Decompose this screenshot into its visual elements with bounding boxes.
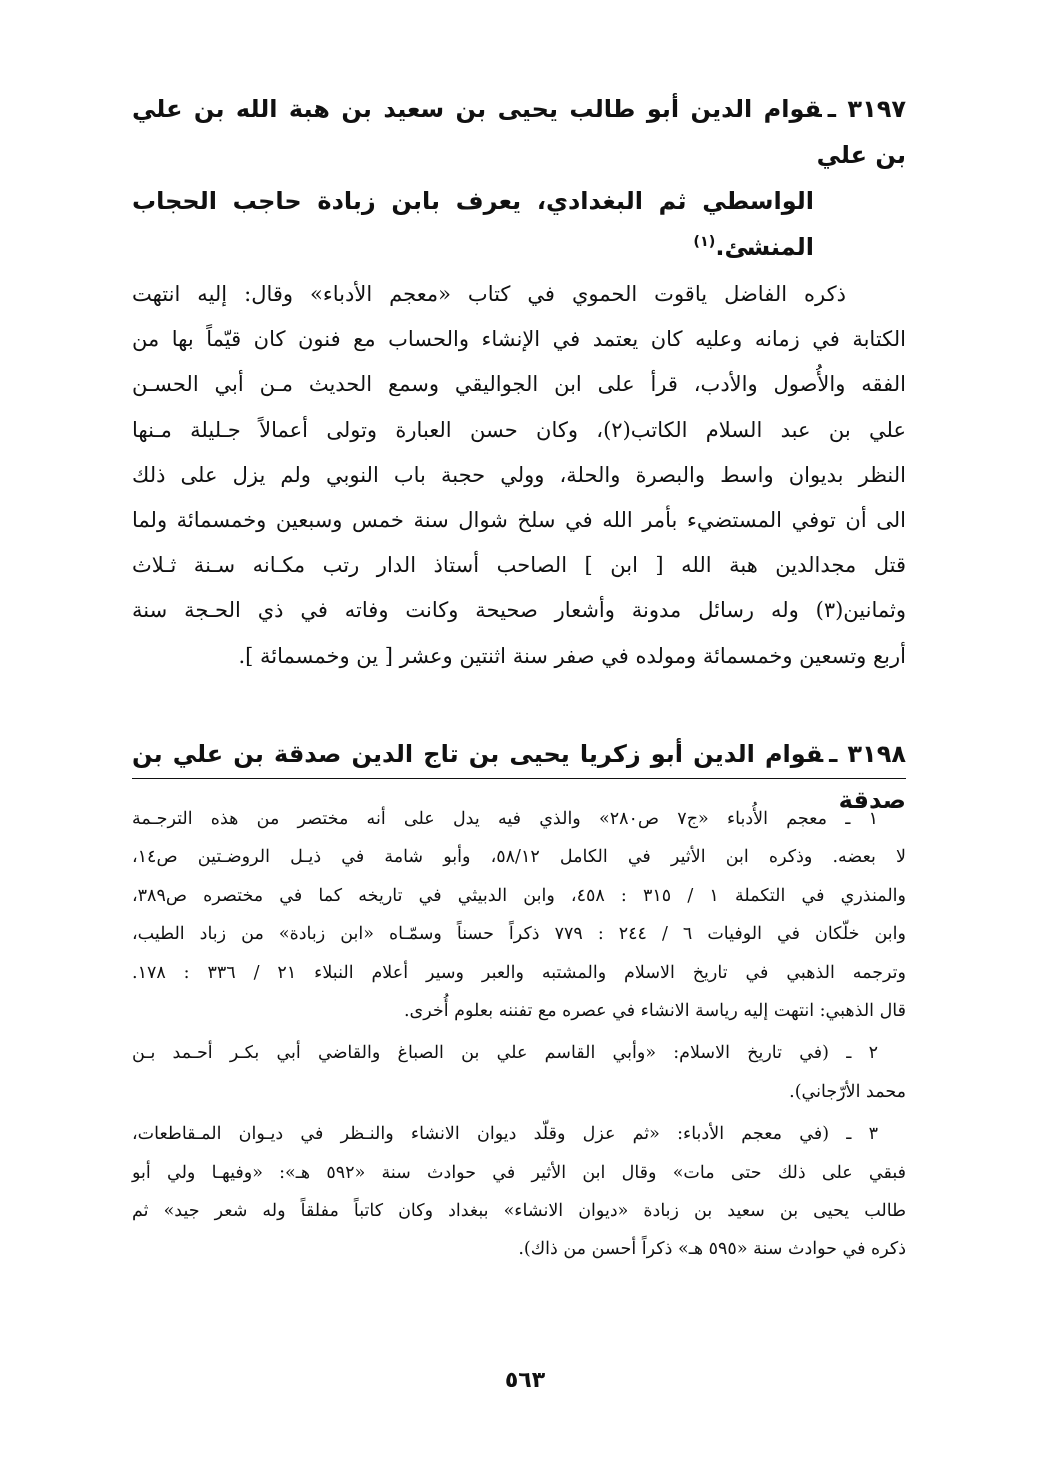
- footnote-ref: (١): [693, 234, 716, 250]
- footnote-line: ١ ـ معجم الأُدباء «ج٧ ص٢٨٠» والذي فيه يدل على أنه مختصر من هذه الترجـمة: [132, 809, 878, 829]
- entry-heading-line1: قوام الدين أبو طالب يحيى بن سعيد بن هبة الله بن علي بن علي: [132, 95, 906, 169]
- footnote-separator: [132, 778, 906, 779]
- body-line: الكتابة في زمانه وعليه كان يعتمد في الإنشاء والحساب مع فنون كان قيّماً بها من: [132, 327, 906, 352]
- body-line: أربع وتسعين وخمسمائة ومولده في صفر سنة اثنتين وعشر [ ين وخمسمائة ].: [238, 643, 906, 668]
- footnote-line: ٣ ـ (في معجم الأدباء: «ثم عزل وقلّد ديوان الانشاء والنـظر في ديـوان المـقاطعات،: [132, 1124, 878, 1145]
- body-line: الى أن توفي المستضيء بأمر الله في سلخ شوال سنة خمس وسبعين وخمسمائة ولما: [132, 508, 906, 533]
- main-text: [132, 86, 906, 823]
- footnote-line: ٢ ـ (في تاريخ الاسلام: «وأبي القاسم علي بن الصباغ والقاضي أبي بكـر أحـمد بـن: [132, 1043, 878, 1064]
- entry-number: ٣١٩٨ ـ: [829, 739, 906, 768]
- body-line: علي بن عبد السلام الكاتب(٢)، وكان حسن العبارة وتولى أعمالاً جـليلة مـنها: [132, 417, 906, 442]
- entry-heading-line1: قوام الدين أبو زكريا يحيى بن تاج الدين صدقة بن علي بن صدقة: [132, 739, 906, 814]
- body-line: ذكره الفاضل ياقوت الحموي في كتاب «معجم الأدباء» وقال: إليه انتهت: [132, 282, 846, 306]
- body-line: قتل مجدالدين هبة الله [ ابن ] الصاحب أستاذ الدار رتب مكـانه سـنة ثـلاث: [132, 553, 906, 578]
- footnote-line: طالب يحيى بن سعيد بن زبادة «ديوان الانشاء» ببغداد وكان كاتباً مفلقاً وله شعر جيد» ثم: [132, 1201, 906, 1222]
- body-line: الفقه والأُصول والأدب، قرأ على ابن الجواليقي وسمع الحديث مـن أبي الحسـن: [132, 372, 906, 397]
- body-line: النظر بديوان واسط والبصرة والحلة، وولي حجبة باب النوبي ولم يزل على ذلك: [132, 462, 906, 487]
- footnote-line: محمد الأرّجاني).: [789, 1081, 906, 1102]
- footnote-line: والمنذري في التكملة ١ / ٣١٥ : ٤٥٨، وابن الدبيثي في تاريخه كما في مختصره ص٣٨٩،: [132, 885, 906, 906]
- footnote-1: [132, 800, 906, 1030]
- footnote-line: لا بعضه. وذكره ابن الأثير في الكامل ٥٨/١٢، وأبو شامة في ذيـل الروضـتين ص١٤،: [132, 847, 906, 868]
- entry-body-3197: [132, 272, 906, 679]
- footnote-2: [132, 1034, 906, 1111]
- body-line: وثمانين(٣) وله رسائل مدونة وأشعار صحيحة وكانت وفاته في ذي الحـجة سنة: [132, 598, 906, 623]
- page-number: ٥٦٣: [504, 1368, 546, 1393]
- footnotes: [132, 800, 906, 1273]
- footnote-line: وترجمه الذهبي في تاريخ الاسلام والمشتبه والعبر وسير أعلام النبلاء ٢١ / ٣٣٦ : ١٧٨.: [132, 962, 907, 983]
- entry-heading-line2: الواسطي ثم البغدادي، يعرف بابن زبادة حاجب الحجاب المنشئ.: [132, 187, 814, 261]
- entry-heading-3197: [132, 86, 906, 270]
- footnote-line: ذكره في حوادث سنة «٥٩٥ هـ» ذكراً أحسن من ذاك).: [518, 1239, 906, 1260]
- entry-number: ٣١٩٧ ـ: [827, 95, 907, 123]
- footnote-line: وابن خلّكان في الوفيات ٦ / ٢٤٤ : ٧٧٩ ذكراً حسناً وسمّـاه «ابن زبادة» من زباد الطيب،: [132, 924, 906, 945]
- footnote-3: [132, 1115, 906, 1269]
- footnote-line: فبقي على ذلك حتى مات» وقال ابن الأثير في حوادث سنة «٥٩٢ هـ»: «وفيهـا ولي أبو: [132, 1162, 906, 1183]
- footnote-line: قال الذهبي: انتهت إليه رياسة الانشاء في عصره مع تفننه بعلوم أُخرى.: [403, 1001, 906, 1022]
